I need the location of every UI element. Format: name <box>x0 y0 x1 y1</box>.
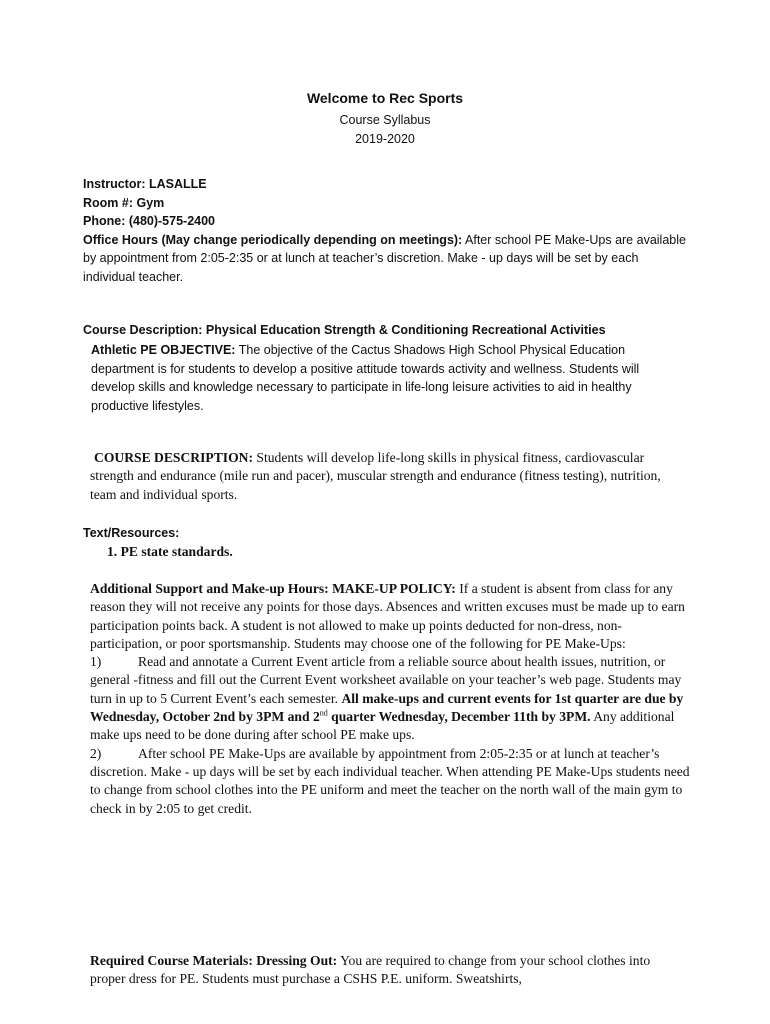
objective-label: Athletic PE OBJECTIVE: <box>91 343 236 357</box>
office-hours-text: After school PE Make-Ups are available by appointment from 2:05-2:35 or at lunch at teacher’s discretion. Make - up days will be set by each individual teacher. <box>83 232 686 284</box>
room-line: Room #: Gym <box>83 195 165 210</box>
materials-label: Required Course Materials: Dressing Out: <box>90 953 338 968</box>
makeup-item-1-text-2: Any additional make ups need to be done during after school PE make ups. <box>90 709 675 743</box>
makeup-intro-text: If a student is absent from class for any reason they will not receive any points for those days. Absences and written excuses must be made up to earn participation points back. A student is not allowed to make up points deducted for non-dress, non-participation, or poor sportsmanship. Students may choose one of the following for PE Make-Ups: <box>90 581 685 651</box>
office-hours-paragraph <box>83 231 693 287</box>
makeup-item-2-text: After school PE Make-Ups are available by appointment from 2:05-2:35 or at lunch at teacher’s discretion. Make - up days will be set by each individual teacher. When attending PE Make-Ups students need to change from school clothes into the PE uniform and meet the teacher on the north wall of the main gym to check in by 2:05 to get credit. <box>90 745 690 816</box>
course-description-paragraph <box>90 449 670 504</box>
office-hours-label: Office Hours (May change periodically depending on meetings): <box>83 232 463 247</box>
phone-line: Phone: (480)-575-2400 <box>83 214 216 229</box>
makeup-item-2 <box>90 745 690 818</box>
materials-text: You are required to change from your school clothes into proper dress for PE. Students must purchase a CSHS P.E. uniform. Sweatshirts, <box>90 953 651 987</box>
objective-text: The objective of the Cactus Shadows High School Physical Education department is for students to develop a positive attitude towards activity and wellness. Students will develop skills and knowledge necessary to participate in life-long leisure activities to aid in healthy productive lifestyles. <box>91 343 640 413</box>
document-title: Welcome to Rec Sports <box>306 90 464 106</box>
course-description-label: COURSE DESCRIPTION: <box>94 450 253 465</box>
makeup-deadline-superscript: nd <box>319 708 328 718</box>
makeup-deadline-bold: All make-ups and current events for 1st quarter are due by Wednesday, October 2nd by 3PM and 2 <box>90 690 684 725</box>
resources-heading <box>83 524 693 543</box>
course-description-text: Students will develop life-long skills in physical fitness, cardiovascular strength and endurance (mile run and pacer), muscular strength and endurance (fitness testing), nutrition, team and individual sports. <box>90 450 661 502</box>
document-subtitle: Course Syllabus <box>339 113 431 127</box>
makeup-policy-section <box>90 580 690 818</box>
makeup-intro <box>90 580 690 653</box>
instructor-line: Instructor: LASALLE <box>83 177 207 191</box>
makeup-item-1-number: 1) <box>90 654 102 670</box>
resources-item-1: 1. PE state standards. <box>107 544 233 559</box>
makeup-item-1-text: Read and annotate a Current Event article from a reliable source about health issues, nutrition, or general -fitness and fill out the Current Event worksheet available on your teacher’s web page. Students may turn in up to 5 Current Event’s each semester. <box>90 654 682 706</box>
contact-info <box>83 175 693 287</box>
resources-heading-text: Text/Resources: <box>83 526 180 540</box>
course-description-heading-text: Course Description: Physical Education Strength & Conditioning Recreational Activities <box>83 323 606 337</box>
makeup-deadline-bold-2: quarter Wednesday, December 11th by 3PM. <box>327 709 591 725</box>
school-year: 2019-2020 <box>355 132 415 146</box>
makeup-policy-label: Additional Support and Make-up Hours: MAKE-UP POLICY: <box>90 581 456 596</box>
makeup-item-2-number: 2) <box>90 745 102 761</box>
resources-list <box>107 543 707 561</box>
materials-section <box>90 952 670 989</box>
makeup-item-1 <box>90 653 690 744</box>
course-description-heading <box>83 321 693 340</box>
objective-paragraph <box>91 341 666 415</box>
